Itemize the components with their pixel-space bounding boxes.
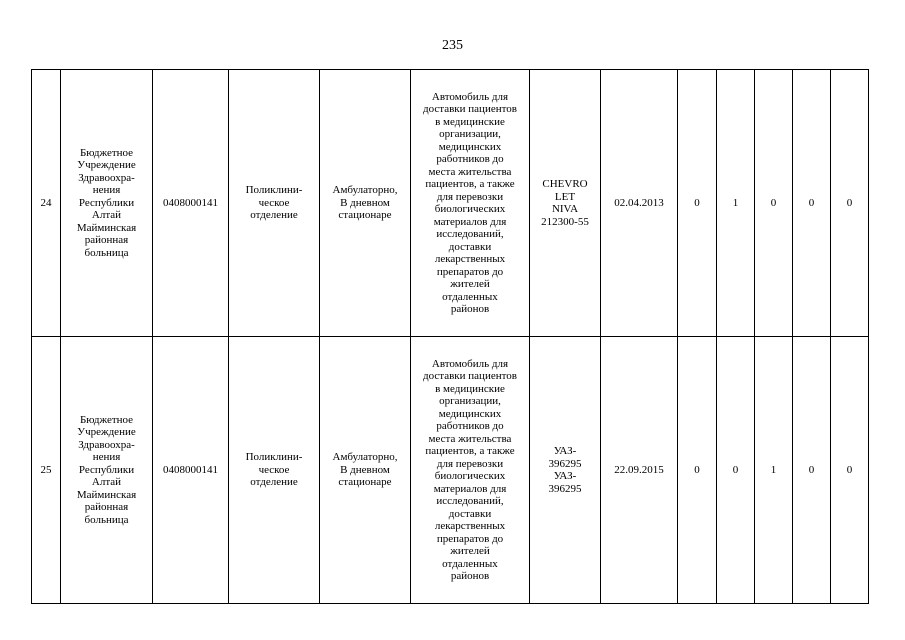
page-number: 235 — [442, 38, 463, 53]
count-cell-1: 0 — [678, 337, 717, 604]
vehicle-model: CHEVRO LET NIVA 212300-55 — [530, 70, 601, 337]
vehicle-purpose: Автомобиль для доставки пациентов в медицинские организации, медицинских работников до места жительства пациентов, а также для перевозки биологических материалов для исследований, доставки лекарственных препаратов до жителей отдаленных районов — [411, 70, 530, 337]
row-number: 25 — [32, 337, 61, 604]
count-cell-5: 0 — [831, 70, 869, 337]
vehicle-purpose: Автомобиль для доставки пациентов в медицинские организации, медицинских работников до места жительства пациентов, а также для перевозки биологических материалов для исследований, доставки лекарственных препаратов до жителей отдаленных районов — [411, 337, 530, 604]
count-cell-2: 1 — [717, 70, 755, 337]
count-cell-4: 0 — [793, 337, 831, 604]
vehicle-date: 22.09.2015 — [601, 337, 678, 604]
organization-name: Бюджетное Учреждение Здравоохра- нения Республики Алтай Майминская районная больница — [61, 70, 153, 337]
vehicle-table — [31, 69, 869, 604]
row-number: 24 — [32, 70, 61, 337]
table-row — [32, 337, 869, 604]
department-name: Поликлини- ческое отделение — [229, 337, 320, 604]
organization-code: 0408000141 — [153, 337, 229, 604]
table-row — [32, 70, 869, 337]
department-name: Поликлини- ческое отделение — [229, 70, 320, 337]
count-cell-2: 0 — [717, 337, 755, 604]
organization-code: 0408000141 — [153, 70, 229, 337]
care-conditions: Амбулаторно, В дневном стационаре — [320, 337, 411, 604]
care-conditions: Амбулаторно, В дневном стационаре — [320, 70, 411, 337]
organization-name: Бюджетное Учреждение Здравоохра- нения Республики Алтай Майминская районная больница — [61, 337, 153, 604]
count-cell-1: 0 — [678, 70, 717, 337]
count-cell-3: 1 — [755, 337, 793, 604]
vehicle-model: УАЗ- 396295 УАЗ- 396295 — [530, 337, 601, 604]
count-cell-5: 0 — [831, 337, 869, 604]
count-cell-3: 0 — [755, 70, 793, 337]
vehicle-date: 02.04.2013 — [601, 70, 678, 337]
count-cell-4: 0 — [793, 70, 831, 337]
